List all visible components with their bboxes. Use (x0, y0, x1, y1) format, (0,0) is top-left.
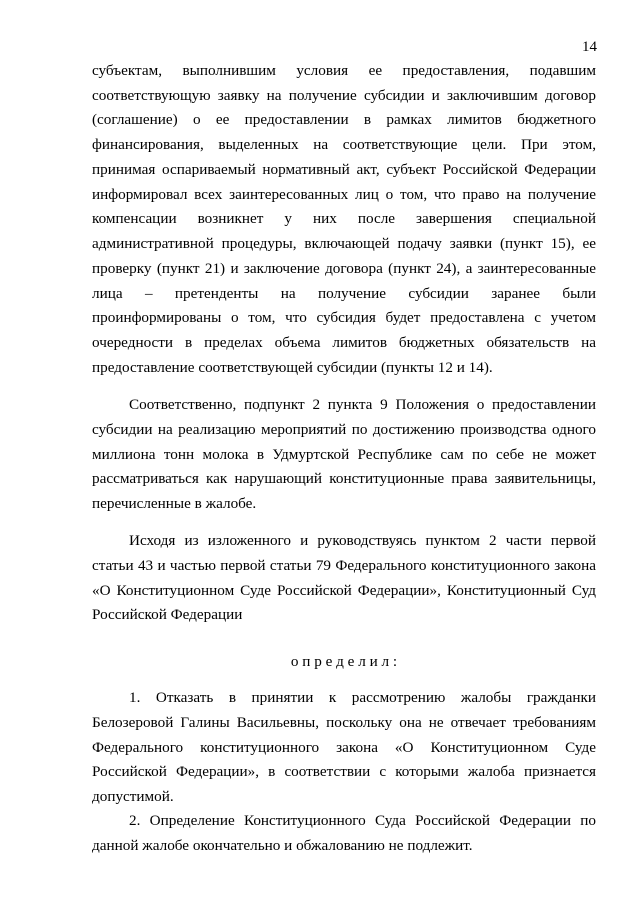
paragraph-4-line-2: Белозеровой Галины Васильевны, поскольку она не отвечает требованиям (92, 714, 596, 731)
paragraph-1-line-9: проверку (пункт 21) и заключение договора (пункт 24), а заинтересованные (92, 260, 596, 277)
paragraph-4-line-3: Федерального конституционного закона «О Конституционном Суде (92, 739, 596, 756)
paragraph-1-line-10: лица – претенденты на получение субсидии заранее были (92, 285, 596, 302)
paragraph-4-line-1: 1. Отказать в принятии к рассмотрению жалобы гражданки (129, 689, 596, 706)
paragraph-3-line-1: Исходя из изложенного и руководствуясь пунктом 2 части первой (129, 532, 596, 549)
paragraph-3-line-3: «О Конституционном Суде Российской Федерации», Конституционный Суд (92, 582, 596, 599)
paragraph-1-line-13: предоставление соответствующей субсидии (пункты 12 и 14). (92, 359, 493, 376)
paragraph-3-line-2: статьи 43 и частью первой статьи 79 Федерального конституционного закона (92, 557, 596, 574)
paragraph-4-line-4: Российской Федерации», в соответствии с которыми жалоба признается (92, 763, 596, 780)
paragraph-2-line-2: субсидии на реализацию мероприятий по достижению производства одного (92, 421, 596, 438)
paragraph-3-line-4: Российской Федерации (92, 606, 243, 623)
paragraph-1-line-1: субъектам, выполнившим условия ее предоставления, подавшим (92, 62, 596, 79)
paragraph-2-line-5: перечисленные в жалобе. (92, 495, 257, 512)
paragraph-1-line-4: финансирования, выделенных на соответствующие цели. При этом, (92, 136, 596, 153)
paragraph-5-line-1: 2. Определение Конституционного Суда Российской Федерации по (129, 812, 596, 829)
paragraph-5-line-2: данной жалобе окончательно и обжалованию не подлежит. (92, 837, 473, 854)
paragraph-1-line-3: (соглашение) о ее предоставлении в рамках лимитов бюджетного (92, 111, 596, 128)
paragraph-1-line-5: принимая оспариваемый нормативный акт, субъект Российской Федерации (92, 161, 596, 178)
paragraph-1-line-7: компенсации возникнет у них после завершения специальной (92, 210, 596, 227)
paragraph-1-line-2: соответствующую заявку на получение субсидии и заключившим договор (92, 87, 596, 104)
paragraph-4-line-5: допустимой. (92, 788, 174, 805)
paragraph-1-line-6: информировал всех заинтересованных лиц о том, что право на получение (92, 186, 596, 203)
paragraph-1-line-11: проинформированы о том, что субсидия будет предоставлена с учетом (92, 309, 596, 326)
decision-heading: о п р е д е л и л : (290, 653, 398, 670)
paragraph-2-line-3: миллиона тонн молока в Удмуртской Республике сам по себе не может (92, 446, 596, 463)
paragraph-1-line-12: очередности в пределах объема лимитов бюджетных обязательств на (92, 334, 596, 351)
paragraph-2-line-4: рассматриваться как нарушающий конституционные права заявительницы, (92, 470, 596, 487)
page-number: 14 (582, 39, 597, 55)
paragraph-1-line-8: административной процедуры, включающей подачу заявки (пункт 15), ее (92, 235, 596, 252)
paragraph-2-line-1: Соответственно, подпункт 2 пункта 9 Положения о предоставлении (129, 396, 596, 413)
